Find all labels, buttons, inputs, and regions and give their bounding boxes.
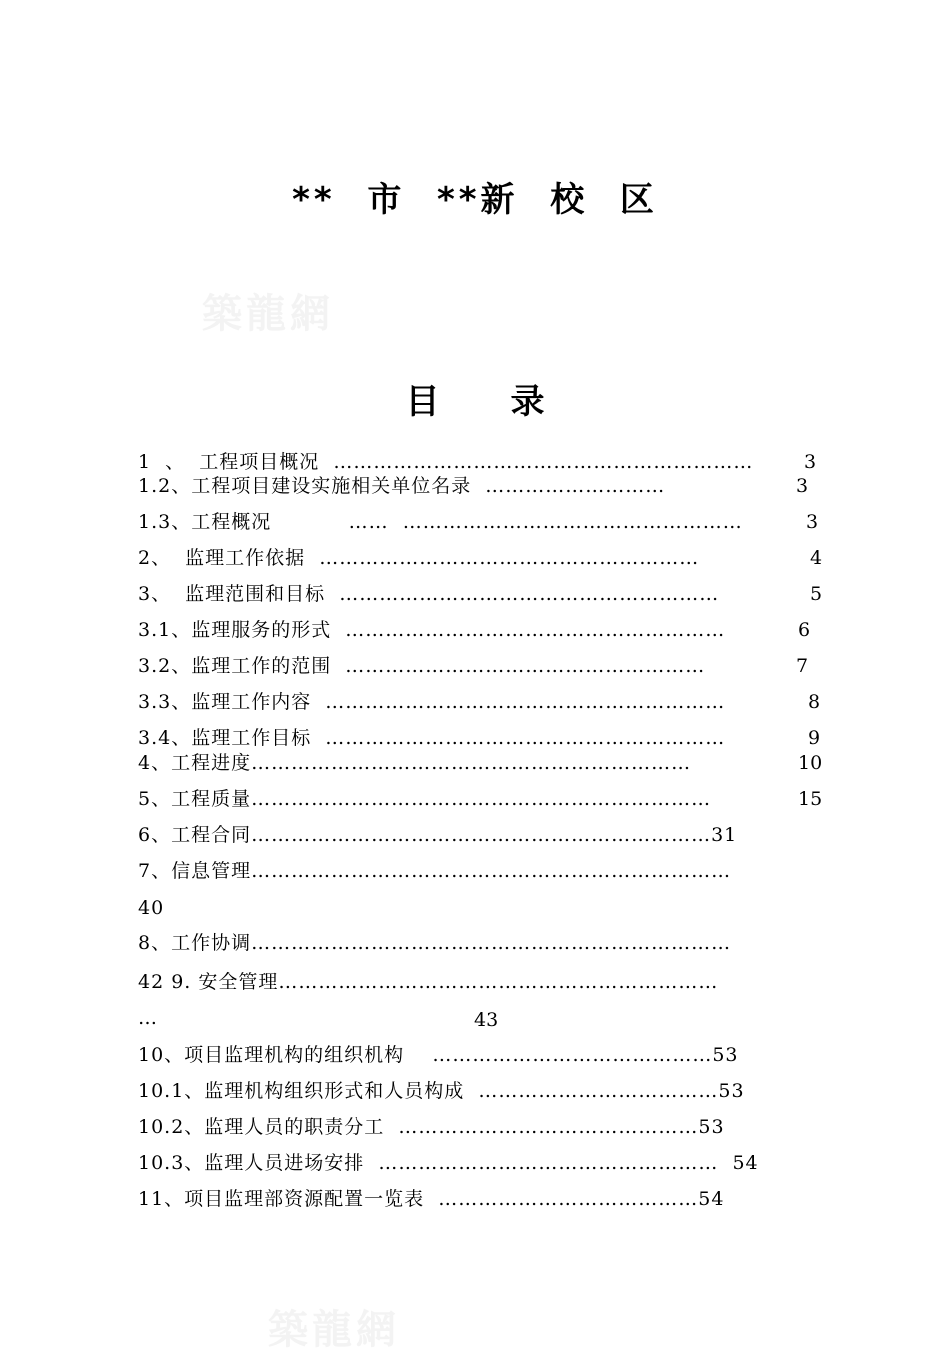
toc-entry-label: 3.3、监理工作内容 …………………………………………………… [138,691,726,713]
toc-entry-label: 1.2、工程项目建设实施相关单位名录 ……………………… [138,475,666,497]
toc-entry[interactable] [138,582,719,606]
toc-entry[interactable] [138,1115,725,1139]
toc-entry-page: 9 [808,727,821,749]
toc-entry-page: 15 [798,788,823,810]
toc-entry-page: 3 [796,475,809,497]
toc-entry-label: 7、信息管理……………………………………………………………… [138,860,732,882]
toc-entry[interactable] [138,1006,158,1030]
toc-entry-label: … [138,1007,158,1029]
toc-entry[interactable] [138,726,725,750]
toc-entry[interactable] [138,751,691,775]
toc-entry[interactable] [138,896,164,920]
toc-entry-page: 6 [798,619,811,641]
toc-entry-label: 5、工程质量…………………………………………………………… [138,788,712,810]
watermark-top: 築龍網 [202,290,334,337]
toc-entry-label: 3.2、监理工作的范围 ……………………………………………… [138,655,706,677]
toc-entry-label: 4、工程进度………………………………………………………… [138,752,692,774]
toc-entry-label: 1 、 工程项目概况 ……………………………………………………… [138,451,754,473]
toc-entry-page: 3 [806,511,819,533]
toc-entry-label: 3.1、监理服务的形式 ………………………………………………… [138,619,726,641]
toc-entry-label: 11、项目监理部资源配置一览表 …………………………………54 [138,1188,725,1210]
toc-entry-label: 10.3、监理人员进场安排 …………………………………………… 54 [138,1152,759,1174]
watermark-bottom: 築龍網 [268,1306,400,1353]
toc-entry-page: 4 [810,547,823,569]
toc-entry-label: 1.3、工程概况 …… …………………………………………… [138,511,743,533]
toc-entry[interactable] [138,787,711,811]
toc-entry-label: 6、工程合同……………………………………………………………31 [138,824,738,846]
toc-entry-label: 3.4、监理工作目标 …………………………………………………… [138,727,726,749]
toc-entry-page: 10 [798,752,823,774]
toc-entry[interactable] [138,546,699,570]
toc-entry[interactable] [138,970,718,994]
toc-entry-label: 8、工作协调……………………………………………………………… [138,932,732,954]
toc-entry[interactable] [138,859,731,883]
toc-entry[interactable] [138,510,743,534]
toc-entry[interactable] [138,931,731,955]
toc-entry[interactable] [138,450,753,474]
toc-entry-label: 10.2、监理人员的职责分工 ………………………………………53 [138,1116,725,1138]
toc-entry-label: 10.1、监理机构组织形式和人员构成 ………………………………53 [138,1080,745,1102]
toc-entry[interactable] [138,654,705,678]
toc-heading: 目 录 [405,382,545,422]
toc-entry-label: 3、 监理范围和目标 ………………………………………………… [138,583,720,605]
document-title: ** 市 **新 校 区 [292,180,658,220]
toc-entry-page: 8 [808,691,821,713]
toc-entry-label: 42 9. 安全管理………………………………………………………… [138,971,719,993]
toc-entry-page: 7 [796,655,809,677]
toc-entry[interactable] [138,1187,724,1211]
toc-entry[interactable] [138,690,725,714]
toc-entry-label: 2、 监理工作依据 ………………………………………………… [138,547,700,569]
toc-entry-page: 5 [810,583,823,605]
toc-entry-label: 40 [138,897,165,919]
toc-entry[interactable] [138,618,725,642]
toc-entry-label: 10、项目监理机构的组织机构 ……………………………………53 [138,1044,739,1066]
toc-entry[interactable] [138,1043,739,1067]
toc-entry-page: 43 [474,1009,499,1031]
toc-entry[interactable] [138,1079,745,1103]
toc-entry[interactable] [138,474,665,498]
toc-entry[interactable] [138,823,737,847]
toc-entry[interactable] [138,1151,759,1175]
toc-entry-page: 3 [804,451,817,473]
